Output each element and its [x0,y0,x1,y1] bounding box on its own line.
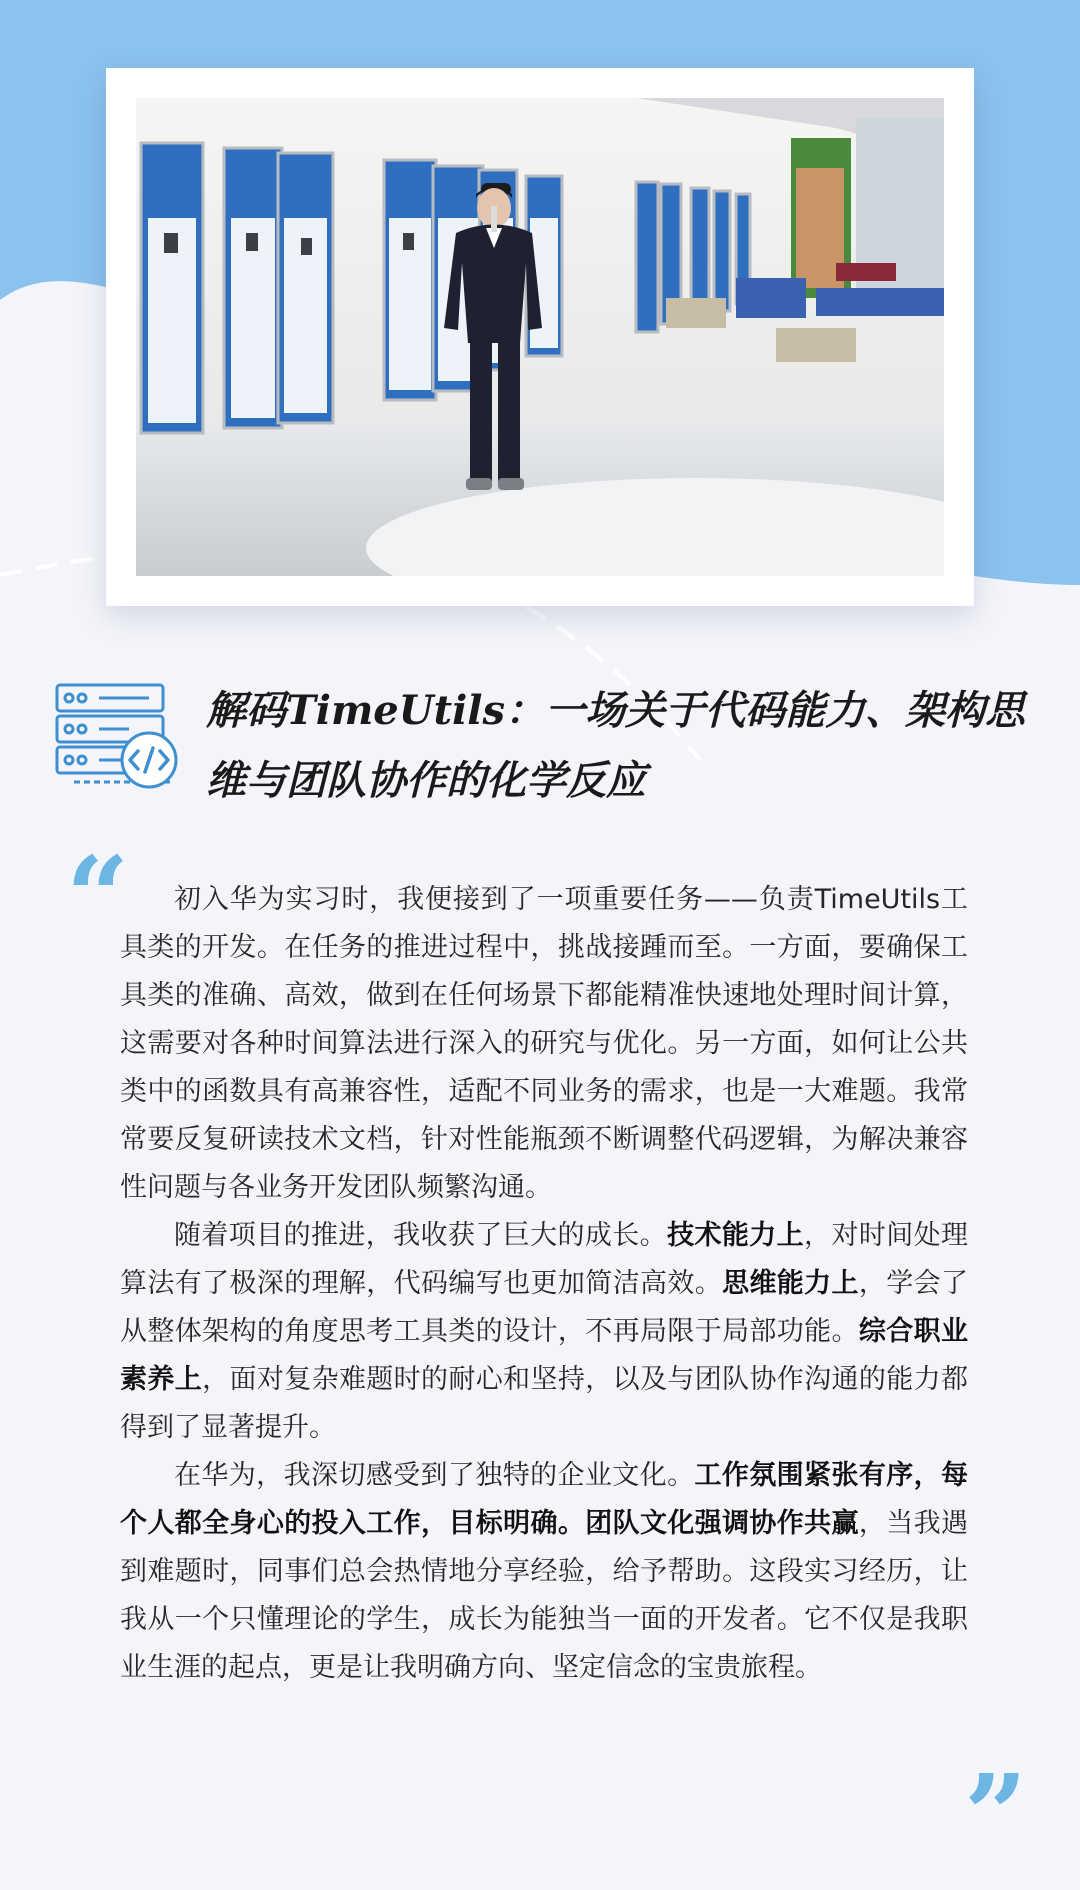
body-text: 在华为，我深切感受到了独特的企业文化。 [174,1460,695,1491]
body-text: ，对时间处理算法有了极深的理解，代码编写也更加简洁高效。 [120,1220,969,1299]
code-server-icon [54,682,184,800]
article-paragraph [120,1452,968,1692]
photo-frame [106,68,974,606]
body-text: 初入华为实习时，我便接到了一项重要任务——负责TimeUtils工具类的开发。在任务的推进过程中，挑战接踵而至。一方面，要确保工具类的准确、高效，做到在任何场景下都能精准快速地处理时间计算，这需要对各种时间算法进行深入的研究与优化。另一方面，如何让公共类中的函数具有高兼容性，适配不同业务的需求，也是一大难题。我常常要反复研读技术文档，针对性能瓶颈不断调整代码逻辑，为解决兼容性问题与各业务开发团队频繁沟通。 [120,884,968,1203]
bold-text: 思维能力上 [722,1268,859,1299]
article-body [120,876,968,1692]
body-text: ，当我遇到难题时，同事们总会热情地分享经验，给予帮助。这段实习经历，让我从一个只懂理论的学生，成长为能独当一面的开发者。它不仅是我职业生涯的起点，更是让我明确方向、坚定信念的宝贵旅程。 [120,1508,969,1683]
article-paragraph [120,876,968,1212]
bold-text: 综合职业素养上 [120,1316,969,1395]
bold-text: 技术能力上 [667,1220,805,1251]
body-text: ，面对复杂难题时的耐心和坚持，以及与团队协作沟通的能力都得到了显著提升。 [120,1364,969,1443]
article-paragraph [120,1212,968,1452]
bold-text: 工作氛围紧张有序，每个人都全身心的投入工作，目标明确。团队文化强调协作共赢 [120,1460,969,1539]
open-quote-icon: “ [66,832,130,961]
presentation-photo [136,98,944,576]
article-title: 解码TimeUtils：一场关于代码能力、架构思维与团队协作的化学反应 [206,687,1026,804]
body-text: 随着项目的推进，我收获了巨大的成长。 [174,1220,668,1251]
close-quote-icon: ” [964,1750,1028,1879]
body-text: ，学会了从整体架构的角度思考工具类的设计，不再局限于局部功能。 [120,1268,969,1347]
